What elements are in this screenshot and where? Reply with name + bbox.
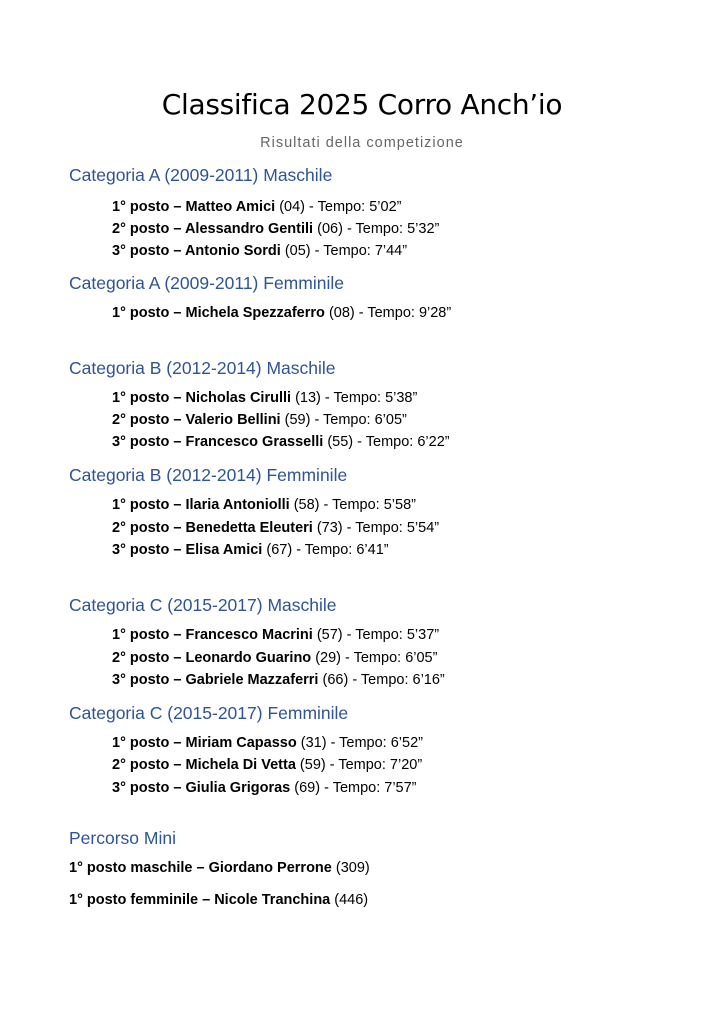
result-bib: (55)	[327, 434, 354, 450]
result-place: 3° posto	[112, 542, 170, 558]
result-row: 1° posto – Michela Spezzaferro (08) - Tempo: 9’28”	[112, 305, 452, 321]
result-bib: (58)	[293, 497, 320, 513]
result-place: 2° posto	[112, 412, 170, 428]
result-time: - Tempo: 9’28”	[358, 305, 452, 321]
result-time: - Tempo: 7’44”	[314, 243, 408, 259]
result-place: 1° posto	[112, 627, 170, 643]
result-time: - Tempo: 5’54”	[346, 520, 440, 536]
result-time: - Tempo: 5’32”	[346, 221, 440, 237]
result-place: 1° posto	[112, 735, 170, 751]
result-row: 3° posto – Antonio Sordi (05) - Tempo: 7’44”	[112, 243, 408, 259]
result-name: Ilaria Antoniolli	[185, 497, 290, 513]
result-name: Leonardo Guarino	[185, 650, 312, 666]
result-name: Gabriele Mazzaferri	[185, 672, 319, 688]
category-heading: Categoria C (2015-2017) Femminile	[69, 703, 349, 723]
result-place: 2° posto	[112, 650, 170, 666]
result-name: Miriam Capasso	[185, 735, 297, 751]
result-name: Giulia Grigoras	[185, 780, 291, 796]
result-bib: (57)	[316, 627, 343, 643]
result-bib: (59)	[299, 757, 326, 773]
result-name: Francesco Grasselli	[185, 434, 324, 450]
result-name: Valerio Bellini	[185, 412, 281, 428]
result-row: 1° posto – Miriam Capasso (31) - Tempo: 6’52”	[112, 735, 423, 751]
result-time: - Tempo: 6’05”	[314, 412, 407, 428]
result-time: - Tempo: 7’20”	[329, 757, 423, 773]
result-row: 1° posto – Nicholas Cirulli (13) - Tempo: 5’38”	[112, 390, 418, 406]
result-place: 1° posto	[112, 305, 170, 321]
result-time: - Tempo: 7’57”	[324, 780, 417, 796]
result-bib: (29)	[315, 650, 341, 666]
result-bib: (66)	[322, 672, 349, 688]
result-bib: (06)	[317, 221, 343, 237]
result-place: 2° posto	[112, 757, 170, 773]
result-time: - Tempo: 5’58”	[323, 497, 416, 513]
result-time: - Tempo: 5’02”	[309, 199, 402, 215]
result-time: - Tempo: 6’16”	[352, 672, 445, 688]
result-row: 2° posto – Michela Di Vetta (59) - Tempo: 7’20”	[112, 757, 423, 773]
result-time: - Tempo: 5’37”	[346, 627, 440, 643]
result-row: 2° posto – Benedetta Eleuteri (73) - Tempo: 5’54”	[112, 520, 440, 536]
result-name: Alessandro Gentili	[184, 221, 314, 237]
result-name: Benedetta Eleuteri	[185, 520, 313, 536]
result-place: 2° posto	[112, 520, 170, 536]
result-bib: (08)	[328, 305, 355, 321]
mini-result-row: 1° posto femminile – Nicole Tranchina (446)	[69, 892, 369, 908]
result-bib: (04)	[279, 199, 306, 215]
category-heading: Categoria B (2012-2014) Maschile	[69, 358, 336, 378]
result-row: 3° posto – Elisa Amici (67) - Tempo: 6’41”	[112, 542, 389, 558]
result-name: Antonio Sordi	[184, 243, 281, 259]
result-place: 1° posto	[112, 497, 170, 513]
category-heading: Categoria A (2009-2011) Femminile	[69, 273, 344, 293]
mini-heading: Percorso Mini	[69, 828, 176, 848]
result-place: 3° posto	[112, 780, 170, 796]
result-place: 3° posto	[112, 243, 170, 259]
result-time: - Tempo: 6’05”	[345, 650, 438, 666]
page-subtitle: Risultati della competizione	[260, 135, 464, 151]
result-bib: (13)	[295, 390, 321, 406]
result-row: 2° posto – Valerio Bellini (59) - Tempo: 6’05”	[112, 412, 407, 428]
result-name: Nicholas Cirulli	[185, 390, 292, 406]
result-name: Giordano Perrone	[208, 860, 332, 876]
result-bib: (59)	[284, 412, 311, 428]
result-bib: (446)	[334, 892, 369, 908]
result-name: Matteo Amici	[185, 199, 276, 215]
result-name: Elisa Amici	[185, 542, 263, 558]
category-heading: Categoria A (2009-2011) Maschile	[69, 165, 333, 185]
result-name: Nicole Tranchina	[214, 892, 331, 908]
result-time: - Tempo: 5’38”	[324, 390, 418, 406]
result-bib: (05)	[284, 243, 311, 259]
result-place: 3° posto	[112, 672, 170, 688]
result-bib: (309)	[335, 860, 370, 876]
result-time: - Tempo: 6’52”	[330, 735, 423, 751]
result-place: 1° posto femminile	[69, 892, 199, 908]
result-place: 1° posto	[112, 390, 170, 406]
result-row: 1° posto – Francesco Macrini (57) - Tempo: 5’37”	[112, 627, 440, 643]
result-place: 3° posto	[112, 434, 170, 450]
result-time: - Tempo: 6’22”	[357, 434, 450, 450]
result-row: 2° posto – Leonardo Guarino (29) - Tempo: 6’05”	[112, 650, 438, 666]
result-name: Michela Spezzaferro	[185, 305, 325, 321]
result-place: 1° posto maschile	[69, 860, 193, 876]
result-name: Francesco Macrini	[185, 627, 313, 643]
result-bib: (73)	[316, 520, 343, 536]
mini-result-row: 1° posto maschile – Giordano Perrone (309)	[69, 860, 370, 876]
result-row: 1° posto – Matteo Amici (04) - Tempo: 5’02”	[112, 199, 402, 215]
result-row: 1° posto – Ilaria Antoniolli (58) - Tempo: 5’58”	[112, 497, 416, 513]
result-bib: (31)	[300, 735, 327, 751]
result-row: 3° posto – Giulia Grigoras (69) - Tempo: 7’57”	[112, 780, 417, 796]
result-bib: (69)	[294, 780, 321, 796]
category-heading: Categoria C (2015-2017) Maschile	[69, 595, 337, 615]
result-place: 1° posto	[112, 199, 170, 215]
result-row: 3° posto – Gabriele Mazzaferri (66) - Tempo: 6’16”	[112, 672, 445, 688]
result-time: - Tempo: 6’41”	[296, 542, 389, 558]
result-bib: (67)	[266, 542, 293, 558]
page-title: Classifica 2025 Corro Anch’io	[161, 88, 563, 121]
category-heading: Categoria B (2012-2014) Femminile	[69, 465, 348, 485]
result-name: Michela Di Vetta	[185, 757, 296, 773]
result-place: 2° posto	[112, 221, 170, 237]
result-row: 2° posto – Alessandro Gentili (06) - Tempo: 5’32”	[112, 221, 440, 237]
result-row: 3° posto – Francesco Grasselli (55) - Tempo: 6’22”	[112, 434, 450, 450]
